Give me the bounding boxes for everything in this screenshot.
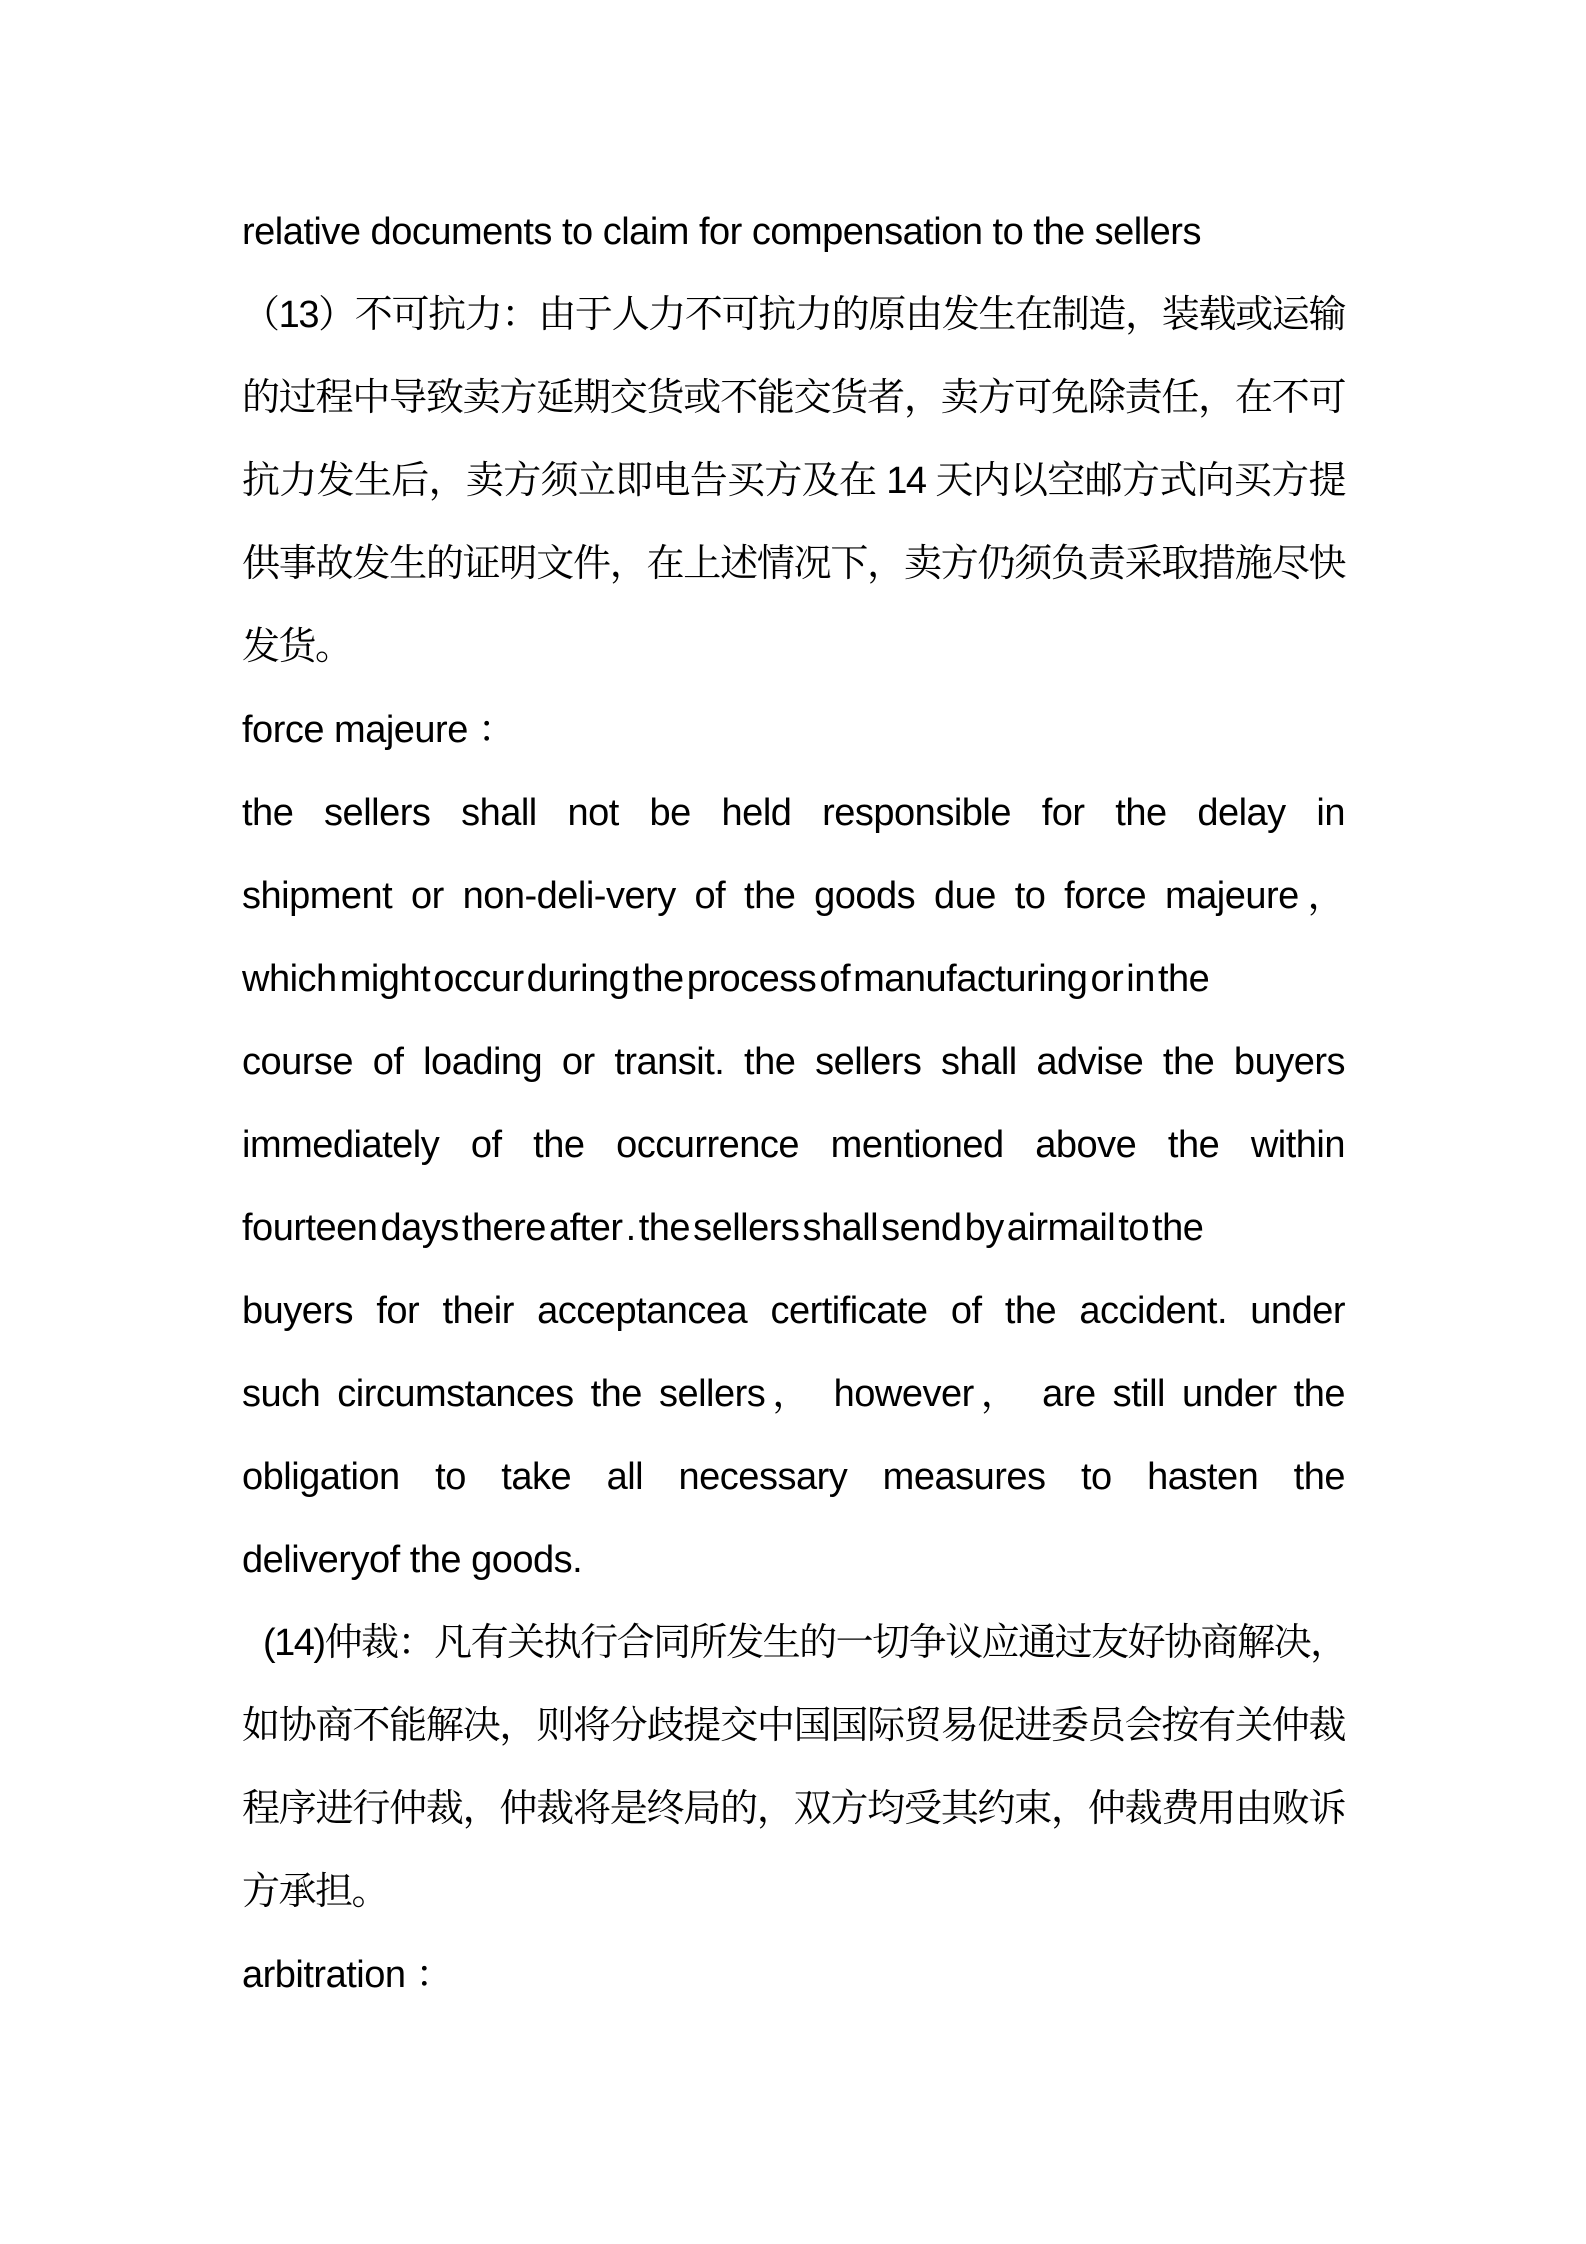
text-line: force majeure ： [242,709,516,751]
text-line: deliveryof the goods. [242,1539,583,1581]
text-line: immediately of the occurrence mentioned above the within [242,1124,1345,1166]
text-line: course of loading or transit. the sellers shall advise the buyers [242,1041,1345,1083]
text-line: 供事故发生的证明文件，在上述情况下，卖方仍须负责采取措施尽快 [242,543,1345,585]
text-line: 抗力发生后，卖方须立即电告买方及在 14 天内以空邮方式向买方提 [242,460,1345,502]
text-line: the sellers shall not be held responsible for the delay in [242,792,1345,834]
document-body [242,191,1345,2017]
text-line: buyers for their acceptancea certificate of the accident. under [242,1290,1345,1332]
text-line: relative documents to claim for compensation to the sellers [242,211,1201,253]
text-line: 如协商不能解决，则将分歧提交中国国际贸易促进委员会按有关仲裁 [242,1705,1345,1747]
text-line: shipment or non-deli-very of the goods due to force majeure， [242,875,1345,917]
text-line: 方承担。 [242,1871,389,1913]
text-line: arbitration ： [242,1954,454,1996]
text-line: obligation to take all necessary measures to hasten the [242,1456,1345,1498]
text-line: such circumstances the sellers， however， are still under the [242,1373,1345,1415]
text-line: （13）不可抗力：由于人力不可抗力的原由发生在制造，装载或运输 [242,294,1345,336]
text-line: 发货。 [242,626,352,668]
text-line: 程序进行仲裁，仲裁将是终局的，双方均受其约束，仲裁费用由败诉 [242,1788,1345,1830]
text-line: 的过程中导致卖方延期交货或不能交货者，卖方可免除责任，在不可 [242,377,1345,419]
text-line: (14)仲裁：凡有关执行合同所发生的一切争议应通过友好协商解决， [263,1622,1347,1664]
text-line: which might occur during the process of manufacturing or in the [242,958,1210,1000]
text-line: fourteen days there after . the sellers shall send by airmail to the [242,1207,1204,1249]
